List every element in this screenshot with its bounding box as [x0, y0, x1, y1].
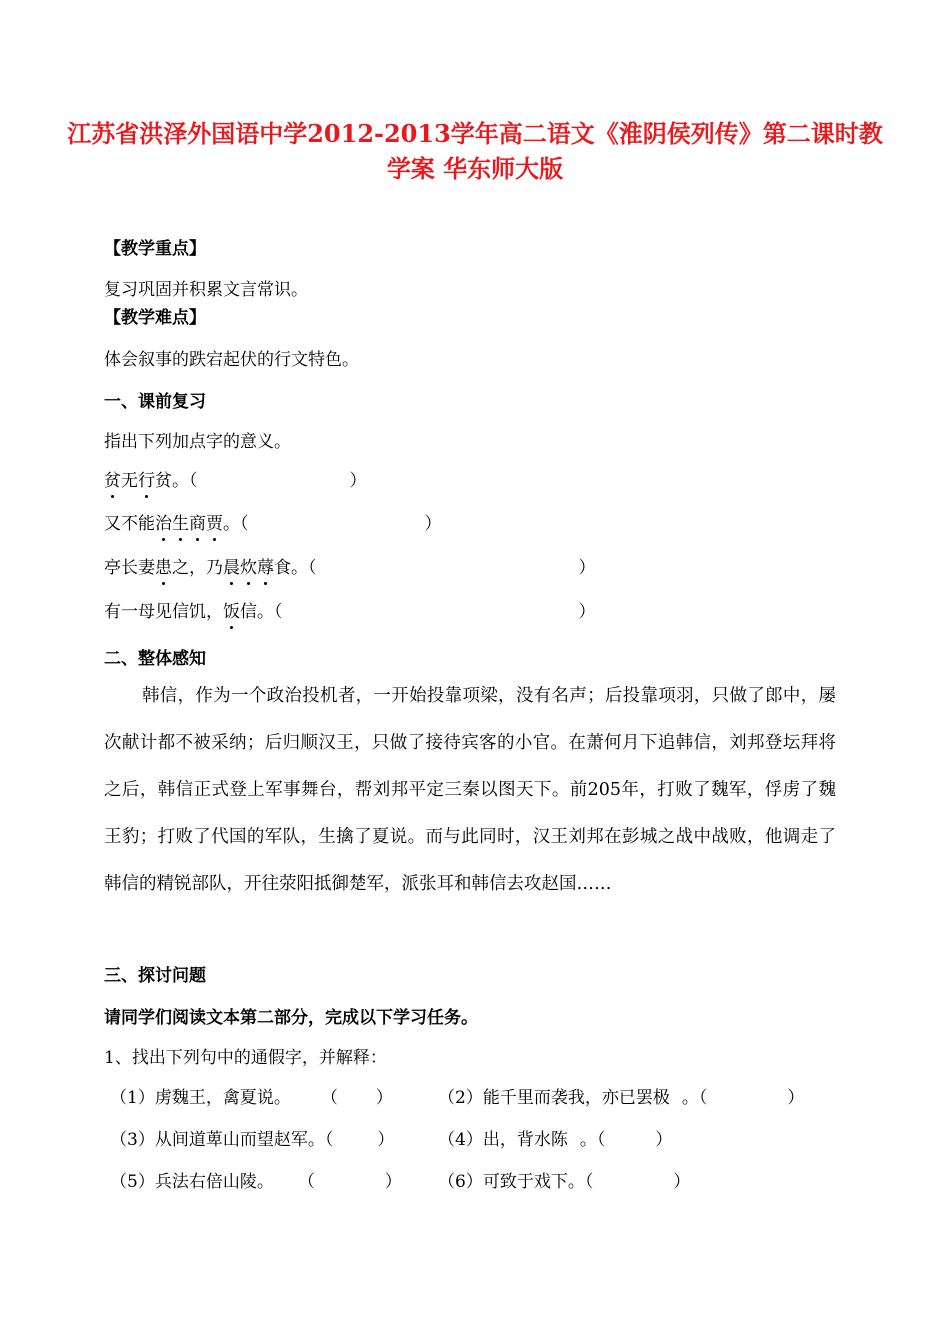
- dotted-char: 生: [172, 509, 189, 534]
- key-points-heading: 【教学重点】: [104, 239, 206, 259]
- dotted-char: 商: [189, 509, 206, 534]
- difficulty-heading: 【教学难点】: [104, 308, 206, 328]
- document-title: 江苏省洪泽外国语中学2012-2013学年高二语文《淮阴侯列传》第二课时教学案 华东师大版: [67, 119, 883, 183]
- review-item-2: 又不能治生商贾。（ ）: [104, 509, 442, 534]
- dotted-char: 治: [155, 509, 172, 534]
- review-item-3: 亭长妻患之，乃晨炊蓐食。（ ）: [104, 553, 596, 578]
- discussion-heading: 三、探讨问题: [104, 966, 206, 986]
- overall-heading: 二、整体感知: [104, 649, 206, 669]
- dotted-char: 贫: [104, 466, 121, 491]
- difficulty-text: 体会叙事的跌宕起伏的行文特色。: [104, 350, 359, 370]
- key-points-text: 复习巩固并积累文言常识。: [104, 280, 308, 300]
- tongjia-item-4: （4）出，背水陈 。（ ）: [438, 1130, 673, 1150]
- dotted-char: 饭: [223, 597, 240, 622]
- dotted-char: 患: [155, 553, 172, 578]
- discussion-instruction: 请同学们阅读文本第二部分，完成以下学习任务。: [104, 1008, 478, 1028]
- dotted-char: 晨: [223, 553, 240, 578]
- dotted-char: 行: [138, 466, 155, 491]
- tongjia-item-5: （5）兵法右倍山陵。 （ ）: [110, 1172, 402, 1192]
- review-instruction: 指出下列加点字的意义。: [104, 432, 291, 452]
- dotted-char: 蓐: [257, 553, 274, 578]
- tongjia-item-2: （2）能千里而袭我，亦已罢极 。（ ）: [438, 1088, 805, 1108]
- review-item-1: 贫无行贫。（ ）: [104, 466, 367, 491]
- review-heading: 一、课前复习: [104, 392, 206, 412]
- tongjia-item-6: （6）可致于戏下。（ ）: [438, 1172, 691, 1192]
- review-item-4: 有一母见信饥，饭信。（ ）: [104, 597, 596, 622]
- dotted-char: 贾: [206, 509, 223, 534]
- tongjia-item-3: （3）从间道萆山而望赵军。（ ）: [110, 1130, 395, 1150]
- tongjia-item-1: （1）虏魏王，禽夏说。 （ ）: [110, 1088, 393, 1108]
- overall-paragraph: 韩信，作为一个政治投机者，一开始投靠项梁，没有名声；后投靠项羽，只做了郎中，屡次献计都不被采纳；后归顺汉王，只做了接待宾客的小官。在萧何月下追韩信，刘邦登坛拜将之后，韩信正式登上军事舞台，帮刘邦平定三秦以图天下。前205年，打败了魏军，俘虏了魏王豹；打败了代国的军队，生擒了夏说。而与此同时，汉王刘邦在彭城之战中战败，他调走了韩信的精锐部队，开往荥阳抵御楚军，派张耳和韩信去攻赵国……: [104, 686, 836, 894]
- dotted-char: 炊: [240, 553, 257, 578]
- task-1-instruction: 1、找出下列句中的通假字，并解释：: [104, 1048, 387, 1068]
